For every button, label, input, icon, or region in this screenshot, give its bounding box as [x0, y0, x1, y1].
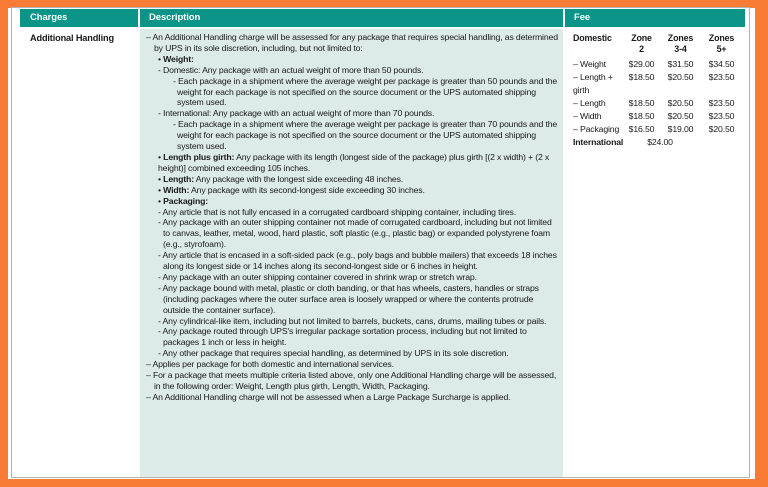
description-item: • Weight:: [158, 53, 194, 64]
fee-value: $18.50: [628, 72, 655, 82]
fee-header-zone-2: Zone 2: [631, 33, 652, 54]
fee-header-domestic: Domestic: [573, 33, 612, 43]
fee-value: $31.50: [667, 59, 694, 69]
description-item: • Packaging:: [158, 195, 209, 206]
description-item: - Any package with an outer shipping container covered in shrink wrap or stretch wrap.: [158, 271, 477, 282]
description-item: - Any package with an outer shipping container not made of corrugated cardboard, including but not limited to canvas, leather, metal, wood, hard plastic, soft plastic (e.g., plastic bag) or expanded polystyrene foam (e.g., styrofoam).: [158, 217, 552, 250]
fee-international-value: $24.00: [647, 137, 673, 147]
fee-value: $18.50: [628, 98, 655, 108]
description-item: • Length: Any package with the longest side exceeding 48 inches.: [158, 173, 404, 184]
description-item: – For a package that meets multiple criteria listed above, only one Additional Handling charge will be assessed, in the following order: Weight, Length plus girth, Length, Width, Packaging.: [146, 370, 557, 391]
description-item: - Any other package that requires special handling, as determined by UPS in its sole discretion.: [158, 348, 509, 359]
fee-value: $23.50: [708, 72, 735, 82]
description-item: - Any cylindrical-like item, including but not limited to barrels, buckets, cans, drums, mailing tubes or pails.: [158, 315, 547, 326]
description-item: - Any package bound with metal, plastic or cloth banding, or that has wheels, casters, handles or straps (including packages where the outer surface area is loosely wrapped or where the contents protrude outside the container surface).: [158, 282, 539, 315]
fee-international-label: International: [573, 137, 624, 147]
fee-row-label: – Width: [573, 111, 602, 121]
fee-row-label: – Length: [573, 98, 606, 108]
fee-cell: [565, 29, 745, 149]
description-item: - International: Any package with an actual weight of more than 70 pounds.: [158, 108, 435, 119]
fee-value: $16.50: [628, 124, 655, 134]
description-item: - Domestic: Any package with an actual weight of more than 50 pounds.: [158, 64, 424, 75]
fee-value: $18.50: [628, 111, 655, 121]
charge-name: Additional Handling: [30, 33, 114, 43]
fee-row-label: – Packaging: [573, 124, 620, 134]
fee-zone-header-row: [573, 33, 739, 55]
description-item: - Each package in a shipment where the average weight per package is greater than 50 pounds and the weight for each package is not specified on the source document or the UPS automated shipping system used.: [173, 75, 558, 108]
fee-value: $34.50: [708, 59, 735, 69]
fee-header-zones-3-4: Zones 3-4: [667, 33, 694, 54]
column-header-charges: Charges: [20, 9, 138, 27]
fee-value: $20.50: [667, 111, 694, 121]
description-item: • Width: Any package with its second-longest side exceeding 30 inches.: [158, 184, 425, 195]
description-item: - Any article that is encased in a soft-sided pack (e.g., poly bags and bubble mailers) that exceeds 18 inches along its longest side or 14 inches along its second-longest side or 6 inches in height.: [158, 250, 557, 272]
fee-row-label: – Length + girth: [573, 72, 613, 95]
fee-value: $23.50: [708, 111, 735, 121]
column-header-description: Description: [140, 9, 563, 27]
fee-value: $20.50: [708, 124, 735, 134]
fee-value: $23.50: [708, 98, 735, 108]
fee-value: $19.00: [667, 124, 694, 134]
column-header-fee: Fee: [565, 9, 745, 27]
fee-value: $20.50: [667, 98, 694, 108]
fee-value: $29.00: [628, 59, 655, 69]
description-item: – An Additional Handling charge will be assessed for any package that requires special handling, as determined by UPS in its sole discretion, including, but not limited to:: [146, 32, 558, 53]
description-item: – An Additional Handling charge will not be assessed when a Large Package Surcharge is applied.: [146, 391, 511, 402]
description-item: – Applies per package for both domestic and international services.: [146, 359, 394, 370]
description-item: - Any package routed through UPS's irregular package sortation process, including but not limited to packages 1 inch or less in height.: [158, 326, 527, 348]
description-item: - Any article that is not fully encased in a corrugated cardboard shipping container, including tires.: [158, 206, 516, 217]
description-item: • Length plus girth: Any package with its length (longest side of the package) plus girth [(2 x width) + (2 x height)] combined exceeding 105 inches.: [158, 151, 550, 173]
fee-value: $20.50: [667, 72, 694, 82]
fee-header-zones-5plus: Zones 5+: [708, 33, 735, 54]
description-cell: [140, 29, 563, 477]
fee-rows: [573, 58, 739, 136]
fee-row-label: – Weight: [573, 59, 606, 69]
description-item: - Each package in a shipment where the average weight per package is greater than 70 pounds and the weight for each package is not specified on the source document or the UPS automated shipping system used.: [173, 119, 558, 152]
additional-handling-table: [11, 7, 750, 478]
fee-row-international: [573, 136, 739, 149]
